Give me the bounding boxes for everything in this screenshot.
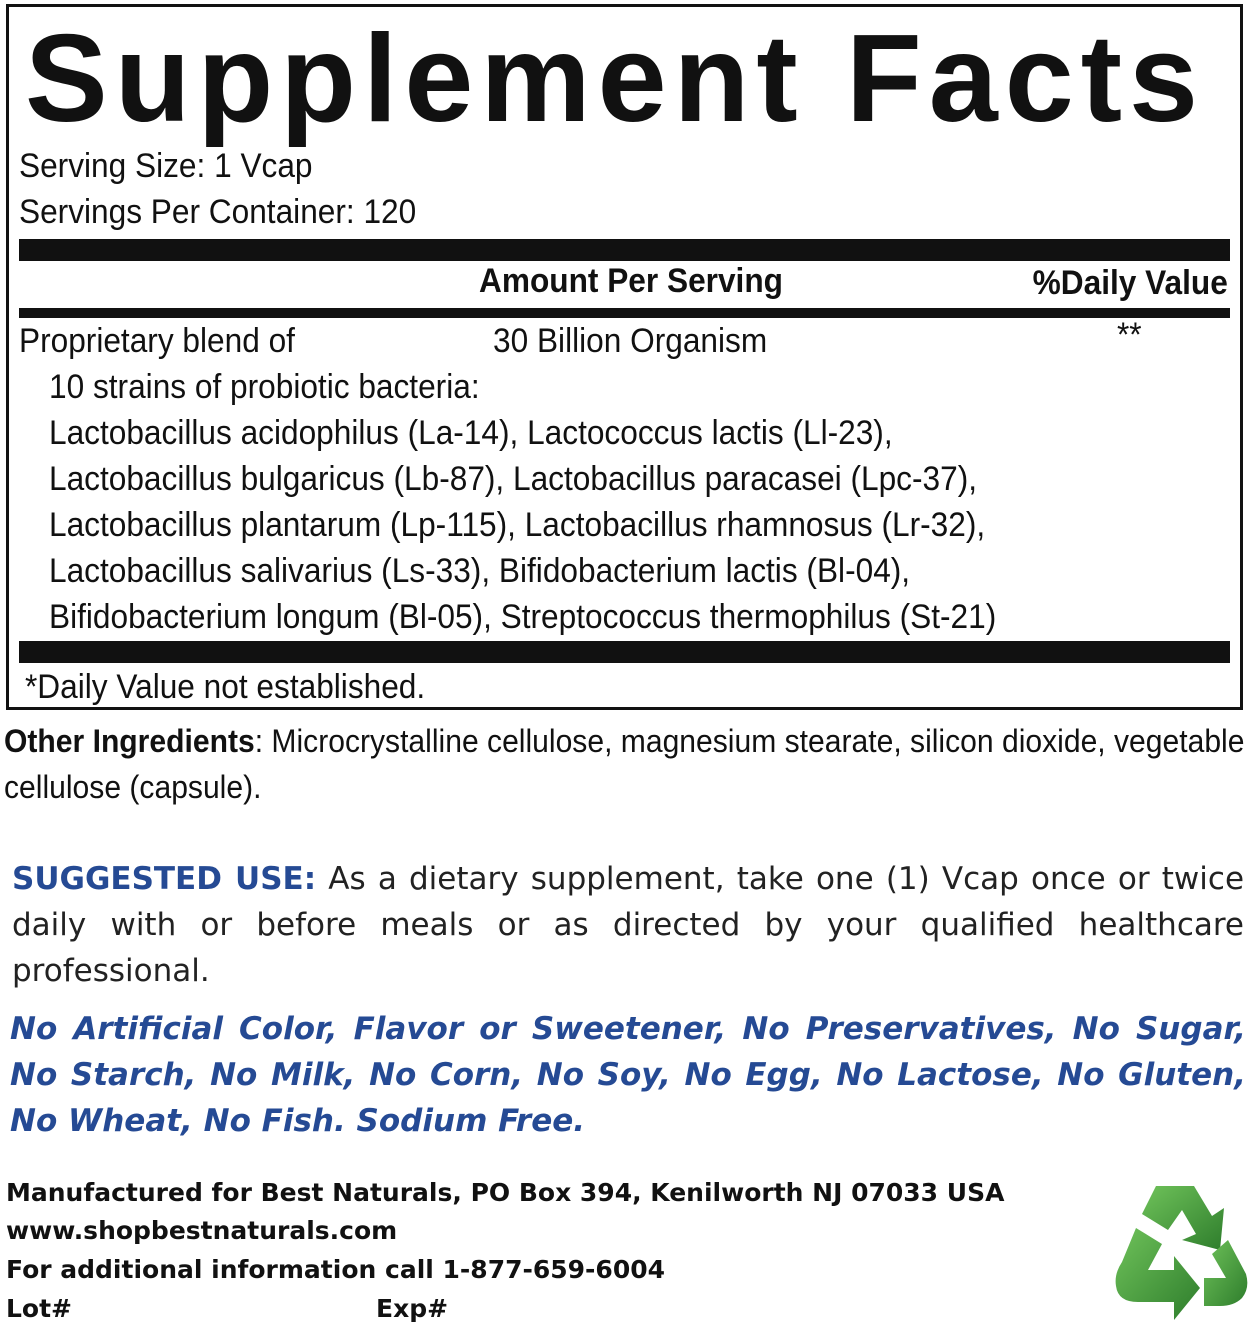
blend-name: Proprietary blend of: [19, 322, 295, 360]
supplement-facts-panel: [6, 4, 1243, 710]
other-ingredients: [4, 718, 1254, 810]
amount-per-serving-header: Amount Per Serving: [479, 262, 783, 300]
other-ingredients-label: Other Ingredients: [4, 723, 255, 759]
blend-amount: 30 Billion Organism: [493, 322, 768, 360]
daily-value-footnote: *Daily Value not established.: [25, 668, 426, 706]
strain-line: 10 strains of probiotic bacteria:: [49, 368, 480, 406]
lot-label: Lot#: [6, 1294, 73, 1323]
exp-label: Exp#: [376, 1294, 449, 1323]
strain-line: Bifidobacterium longum (Bl-05), Streptococcus thermophilus (St-21): [49, 598, 997, 636]
phone-line: For additional information call 1-877-659-6004: [6, 1255, 666, 1284]
strain-line: Lactobacillus plantarum (Lp-115), Lactobacillus rhamnosus (Lr-32),: [49, 506, 986, 544]
servings-per-container: Servings Per Container: 120: [19, 193, 417, 231]
serving-size: Serving Size: 1 Vcap: [19, 147, 313, 185]
facts-title: Supplement Facts: [25, 10, 1205, 148]
daily-value-header: %Daily Value: [1032, 264, 1228, 302]
suggested-use-label: SUGGESTED USE:: [12, 861, 317, 897]
recycle-icon: [1108, 1178, 1250, 1326]
bottom-divider: [19, 641, 1230, 663]
free-from-statement: No Artificial Color, Flavor or Sweetener, No Preservatives, No Sugar, No Starch, No Milk, No Corn, No Soy, No Egg, No Lactose, No Gluten, No Wheat, No Fish. Sodium Free.: [10, 1011, 1246, 1139]
suggested-use-text: As a dietary supplement, take one (1) Vcap once or twice daily with or before meals or as directed by your qualified healthcare professional.: [12, 861, 1245, 989]
website-text: www.shopbestnaturals.com: [6, 1216, 398, 1245]
suggested-use: [12, 856, 1244, 994]
thick-divider: [19, 239, 1230, 261]
blend-daily-value: **: [1117, 316, 1142, 354]
strain-line: Lactobacillus salivarius (Ls-33), Bifidobacterium lactis (Bl-04),: [49, 552, 911, 590]
strain-line: Lactobacillus acidophilus (La-14), Lactococcus lactis (Ll-23),: [49, 414, 893, 452]
manufacturer-line: Manufactured for Best Naturals, PO Box 394, Kenilworth NJ 07033 USA: [6, 1178, 1005, 1207]
other-ingredients-text: : Microcrystalline cellulose, magnesium stearate, silicon dioxide, vegetable cellulose (capsule).: [4, 723, 1245, 805]
strain-line: Lactobacillus bulgaricus (Lb-87), Lactobacillus paracasei (Lpc-37),: [49, 460, 978, 498]
header-divider: [19, 308, 1230, 318]
